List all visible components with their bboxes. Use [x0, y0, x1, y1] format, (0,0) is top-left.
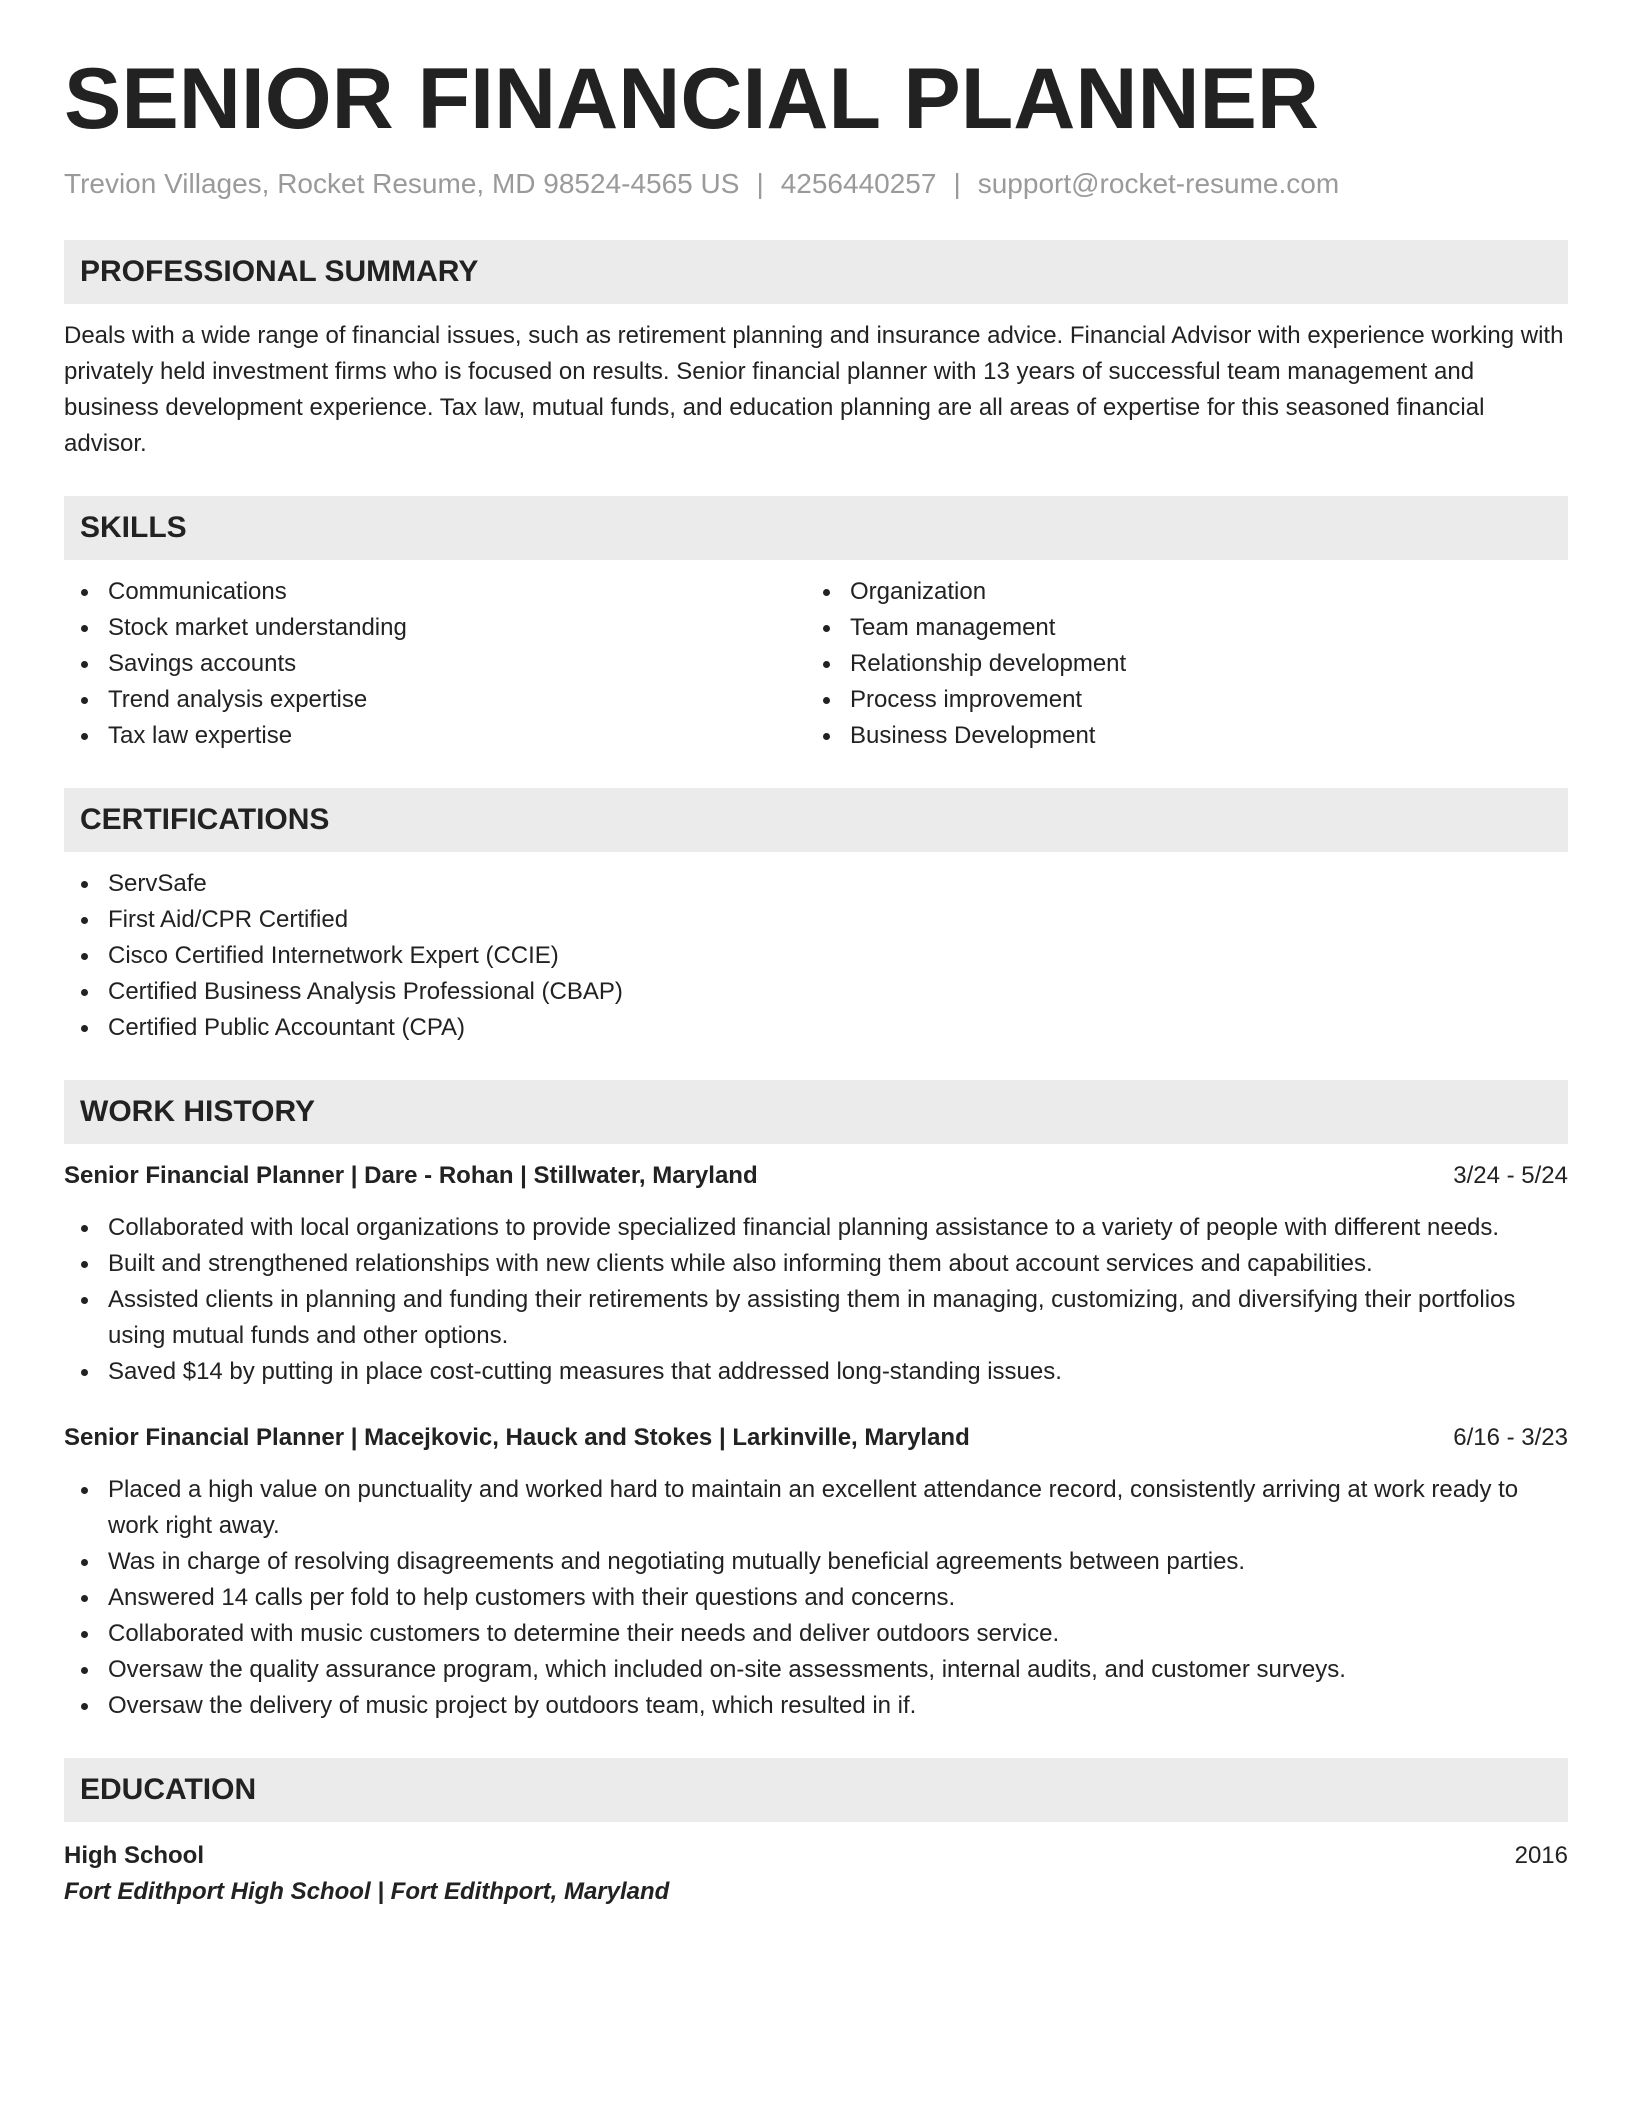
summary-heading: PROFESSIONAL SUMMARY: [64, 240, 1568, 304]
skill-item: Organization: [806, 574, 1548, 610]
job-bullet: Was in charge of resolving disagreements and negotiating mutually beneficial agreements between parties.: [64, 1544, 1568, 1580]
job-bullet: Answered 14 calls per fold to help customers with their questions and concerns.: [64, 1580, 1568, 1616]
certification-item: Certified Public Accountant (CPA): [64, 1010, 1568, 1046]
resume-title: SENIOR FINANCIAL PLANNER: [64, 51, 1320, 147]
contact-separator: |: [953, 168, 961, 199]
contact-phone: 4256440257: [780, 168, 937, 199]
education-entry: [64, 1838, 1568, 1910]
job-bullets: [64, 1210, 1568, 1390]
certification-item: Certified Business Analysis Professional (CBAP): [64, 974, 1568, 1010]
skills-heading: SKILLS: [64, 496, 1568, 560]
job-bullet: Saved $14 by putting in place cost-cutting measures that addressed long-standing issues.: [64, 1354, 1568, 1390]
education-heading: EDUCATION: [64, 1758, 1568, 1822]
education-header: [64, 1838, 1568, 1874]
skills-list: [64, 574, 1568, 754]
skill-item: Stock market understanding: [64, 610, 806, 646]
job-entry: [64, 1420, 1568, 1724]
job-entry: [64, 1158, 1568, 1390]
job-bullets: [64, 1472, 1568, 1724]
job-bullet: Oversaw the quality assurance program, which included on-site assessments, internal audits, and customer surveys.: [64, 1652, 1568, 1688]
job-dates: 3/24 - 5/24: [1453, 1162, 1568, 1189]
contact-address: Trevion Villages, Rocket Resume, MD 98524-4565 US: [64, 168, 740, 199]
skill-item: Trend analysis expertise: [64, 682, 806, 718]
job-bullet: Collaborated with local organizations to provide specialized financial planning assistance to a variety of people with different needs.: [64, 1210, 1568, 1246]
job-bullet: Placed a high value on punctuality and worked hard to maintain an excellent attendance record, consistently arriving at work ready to work right away.: [64, 1472, 1568, 1544]
certifications-heading: CERTIFICATIONS: [64, 788, 1568, 852]
certification-item: ServSafe: [64, 866, 1568, 902]
work-history-heading: WORK HISTORY: [64, 1080, 1568, 1144]
job-bullet: Collaborated with music customers to determine their needs and deliver outdoors service.: [64, 1616, 1568, 1652]
summary-text: Deals with a wide range of financial issues, such as retirement planning and insurance advice. Financial Advisor with experience working with privately held investment firms who is focused on results. Senior financial planner with 13 years of successful team management and business development experience. Tax law, mutual funds, and education planning are all areas of expertise for this seasoned financial advisor.: [64, 322, 1564, 457]
certifications-list: [64, 866, 1568, 1046]
contact-email: support@rocket-resume.com: [977, 168, 1340, 199]
job-title: Senior Financial Planner | Macejkovic, Hauck and Stokes | Larkinville, Maryland: [64, 1424, 970, 1451]
job-bullet: Oversaw the delivery of music project by outdoors team, which resulted in if.: [64, 1688, 1568, 1724]
education-degree: High School: [64, 1842, 204, 1869]
job-title: Senior Financial Planner | Dare - Rohan | Stillwater, Maryland: [64, 1162, 758, 1189]
skills-column-right: [806, 574, 1548, 754]
resume-page: [64, 51, 1568, 1910]
certification-item: Cisco Certified Internetwork Expert (CCIE): [64, 938, 1568, 974]
job-dates: 6/16 - 3/23: [1453, 1424, 1568, 1451]
job-header: [64, 1158, 1568, 1194]
job-header: [64, 1420, 1568, 1456]
contact-separator: |: [756, 168, 764, 199]
skill-item: Savings accounts: [64, 646, 806, 682]
job-bullet: Assisted clients in planning and funding their retirements by assisting them in managing, customizing, and diversifying their portfolios using mutual funds and other options.: [64, 1282, 1568, 1354]
skills-column-left: [64, 574, 806, 754]
skill-item: Communications: [64, 574, 806, 610]
skill-item: Business Development: [806, 718, 1548, 754]
contact-line: [64, 168, 1568, 200]
skill-item: Tax law expertise: [64, 718, 806, 754]
skill-item: Team management: [806, 610, 1548, 646]
skill-item: Relationship development: [806, 646, 1548, 682]
job-bullet: Built and strengthened relationships with new clients while also informing them about account services and capabilities.: [64, 1246, 1568, 1282]
certification-item: First Aid/CPR Certified: [64, 902, 1568, 938]
education-year: 2016: [1514, 1842, 1568, 1869]
skill-item: Process improvement: [806, 682, 1548, 718]
education-school: Fort Edithport High School | Fort Edithport, Maryland: [64, 1878, 670, 1905]
